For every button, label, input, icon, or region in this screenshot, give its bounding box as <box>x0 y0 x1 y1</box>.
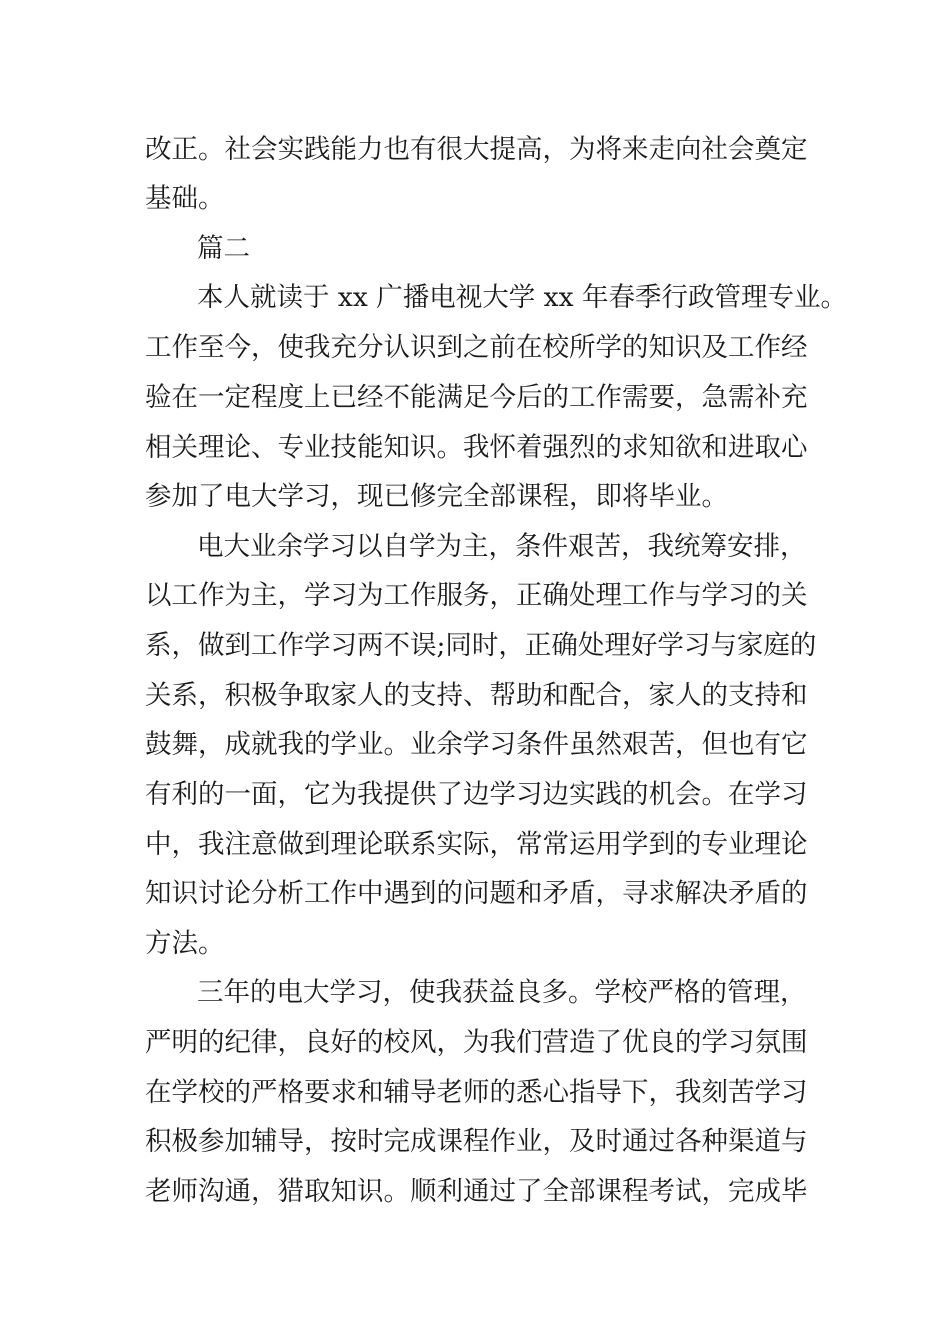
paragraph-start: 三年的电大学习，使我获益良多。学校严格的管理， <box>197 977 807 1008</box>
text-line: 中，我注意做到理论联系实际，常常运用学到的专业理论 <box>145 829 808 860</box>
text-line: 工作至今，使我充分认识到之前在校所学的知识及工作经 <box>145 332 808 363</box>
text-line: 验在一定程度上已经不能满足今后的工作需要，急需补充 <box>145 382 808 413</box>
text-line: 在学校的严格要求和辅导老师的悉心指导下，我刻苦学习 <box>145 1077 808 1108</box>
text-line: 严明的纪律，良好的校风，为我们营造了优良的学习氛围 <box>145 1027 808 1058</box>
text-line: 老师沟通，猎取知识。顺利通过了全部课程考试，完成毕 <box>145 1176 808 1207</box>
text-line: 以工作为主，学习为工作服务，正确处理工作与学习的关 <box>145 580 808 611</box>
paragraph-start: 本人就读于 xx 广播电视大学 xx 年春季行政管理专业。 <box>197 282 847 313</box>
text-line: 基础。 <box>145 183 225 214</box>
section-heading: 篇二 <box>197 233 250 264</box>
text-line: 相关理论、专业技能知识。我怀着强烈的求知欲和进取心 <box>145 432 808 463</box>
text-line: 积极参加辅导，按时完成课程作业，及时通过各种渠道与 <box>145 1126 808 1157</box>
text-line: 知识讨论分析工作中遇到的问题和矛盾，寻求解决矛盾的 <box>145 878 808 909</box>
text-line: 参加了电大学习，现已修完全部课程，即将毕业。 <box>145 481 728 512</box>
text-line: 系，做到工作学习两不误;同时，正确处理好学习与家庭的 <box>145 630 817 661</box>
text-line: 方法。 <box>145 928 225 959</box>
text-line: 有利的一面，它为我提供了边学习边实践的机会。在学习 <box>145 779 808 810</box>
text-line: 改正。社会实践能力也有很大提高，为将来走向社会奠定 <box>145 134 808 165</box>
text-line: 鼓舞，成就我的学业。业余学习条件虽然艰苦，但也有它 <box>145 729 808 760</box>
paragraph-start: 电大业余学习以自学为主，条件艰苦，我统筹安排， <box>197 531 807 562</box>
text-line: 关系，积极争取家人的支持、帮助和配合，家人的支持和 <box>145 680 808 711</box>
